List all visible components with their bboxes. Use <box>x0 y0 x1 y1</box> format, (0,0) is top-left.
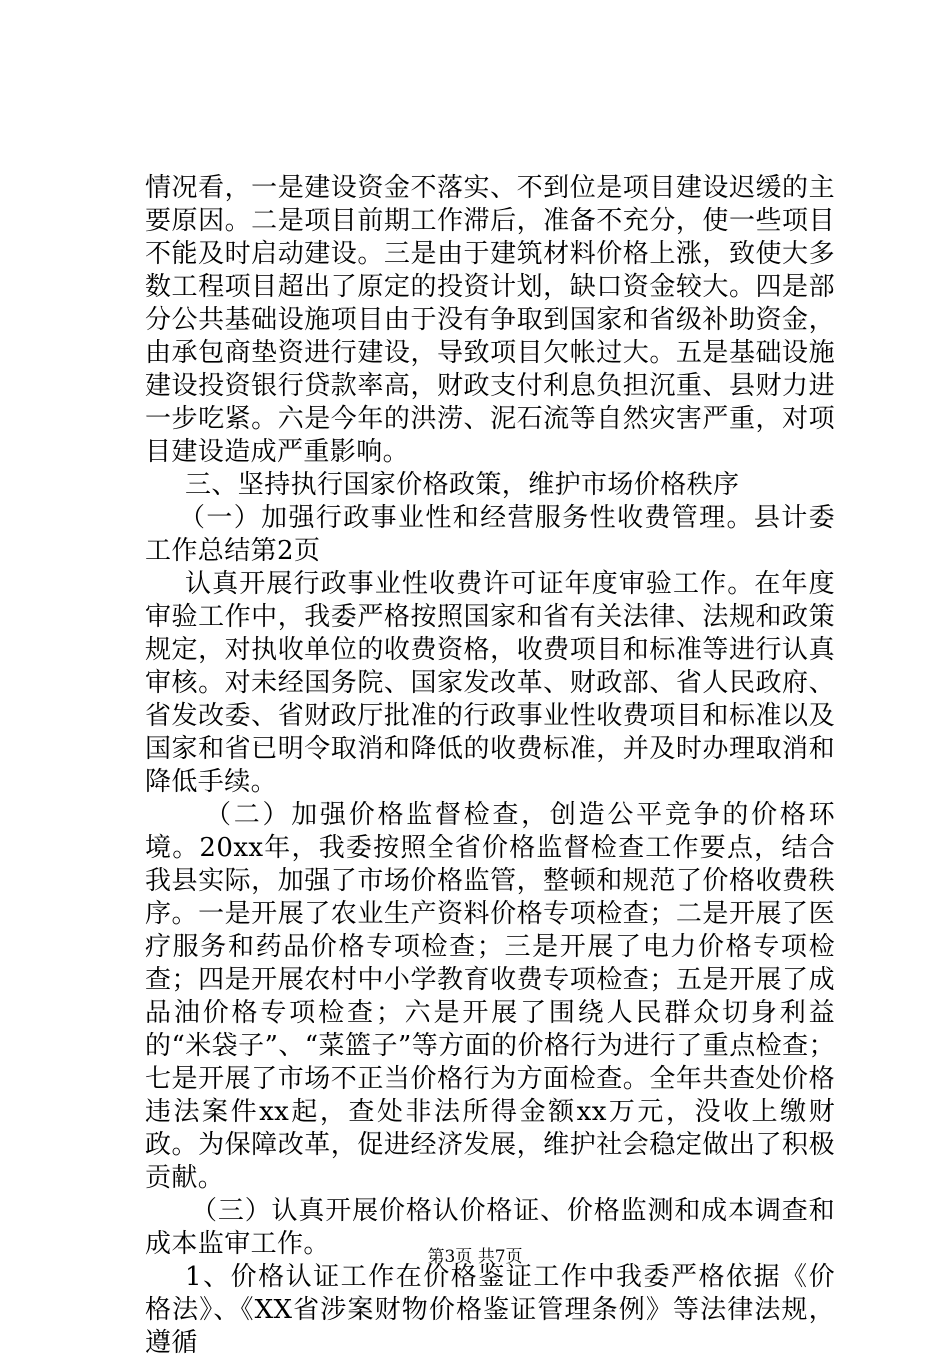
paragraph-price-certification: 1、价格认证工作在价格鉴证工作中我委严格依据《价格法》、《XX省涉案财物价格鉴证管理条例》等法律法规，遵循 <box>145 1262 835 1358</box>
paragraph-causes: 情况看，一是建设资金不落实、不到位是项目建设迟缓的主要原因。二是项目前期工作滞后，准备不充分，使一些项目不能及时启动建设。三是由于建筑材料价格上涨，致使大多数工程项目超出了原定的投资计划，缺口资金较大。四是部分公共基础设施项目由于没有争取到国家和省级补助资金，由承包商垫资进行建设，导致项目欠帐过大。五是基础设施建设投资银行贷款率高，财政支付利息负担沉重、县财力进一步吃紧。六是今年的洪涝、泥石流等自然灾害严重，对项目建设造成严重影响。 <box>145 173 835 467</box>
paragraph-price-inspection: （二）加强价格监督检查，创造公平竞争的价格环境。20xx年，我委按照全省价格监督检查工作要点，结合我县实际，加强了市场价格监管，整顿和规范了价格收费秩序。一是开展了农业生产资料价格专项检查；二是开展了医疗服务和药品价格专项检查；三是开展了电力价格专项检查；四是开展农村中小学教育收费专项检查；五是开展了成品油价格专项检查；六是开展了围绕人民群众切身利益的“米袋子”、“菜篮子”等方面的价格行为进行了重点检查；七是开展了市场不正当价格行为方面检查。全年共查处价格违法案件xx起，查处非法所得金额xx万元，没收上缴财政。为保障改革，促进经济发展，维护社会稳定做出了积极贡献。 <box>145 800 835 1193</box>
subsection-heading-3: （三）认真开展价格认价格证、价格监测和成本调查和成本监审工作。 <box>145 1196 835 1259</box>
document-body <box>145 172 835 1360</box>
subsection-heading-1: （一）加强行政事业性和经营服务性收费管理。县计委工作总结第2页 <box>145 503 835 566</box>
section-heading-3: 三、坚持执行国家价格政策，维护市场价格秩序 <box>185 470 740 500</box>
paragraph-fee-license: 认真开展行政事业性收费许可证年度审验工作。在年度审验工作中，我委严格按照国家和省有关法律、法规和政策规定，对执收单位的收费资格，收费项目和标准等进行认真审核。对未经国务院、国家发改革、财政部、省人民政府、省发改委、省财政厅批准的行政事业性收费项目和标准以及国家和省已明令取消和降低的收费标准，并及时办理取消和降低手续。 <box>145 569 835 797</box>
page-number-footer: 第3页 共7页 <box>427 1247 523 1267</box>
